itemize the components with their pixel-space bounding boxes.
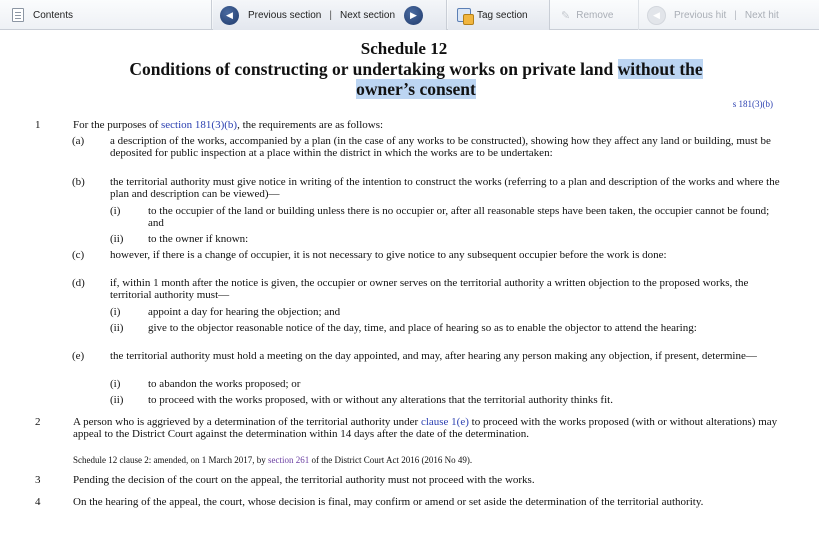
title-highlight-a: without the [617, 59, 703, 79]
para-d-i-text: appoint a day for hearing the objection; and [148, 306, 341, 318]
nav-separator: | [329, 9, 332, 21]
toolbar [0, 0, 819, 30]
schedule-title [24, 59, 808, 99]
contents-icon [12, 8, 24, 22]
para-b-label: (b) [72, 176, 85, 188]
para-e-ii-text: to proceed with the works proposed, with or without any alterations that the territorial authority thinks fit. [148, 394, 613, 406]
tag-icon [457, 8, 471, 22]
clause-3-text: Pending the decision of the court on the appeal, the territorial authority must not proceed with the works. [73, 474, 535, 486]
clause-1-intro-text: For the purposes of [73, 119, 161, 131]
clause-2-text-start: A person who is aggrieved by a determination of the territorial authority under [73, 416, 421, 428]
para-b-i-text: to the occupier of the land or building unless there is no occupier or, after all reasonable steps have been taken, the occupier cannot be found; and [148, 205, 770, 229]
para-a-label: (a) [72, 135, 85, 147]
next-hit-button[interactable]: Next hit [744, 9, 779, 21]
para-e-text: the territorial authority must hold a meeting on the day appointed, and may, after hearing any person making any objection, if present, determine— [110, 350, 757, 362]
previous-hit-button[interactable]: Previous hit [674, 9, 727, 21]
clause-2-text-end: to proceed with the works proposed (with or without alterations) may appeal to the District Court against the determination within 14 days after the date of the determination. [73, 416, 778, 440]
clause-4-text: On the hearing of the appeal, the court, whose decision is final, may confirm or amend or set aside the determination of the territorial authority. [73, 496, 704, 508]
clause-4-number: 4 [35, 496, 41, 508]
next-section-button[interactable]: Next section [339, 9, 396, 21]
para-a-text: a description of the works, accompanied by a plan (in the case of any works to be constructed), showing how they affect any land or building, must be deposited for public inspection at a place within the district in which the works are to be undertaken: [110, 135, 771, 159]
next-section-icon[interactable]: ▶ [404, 6, 423, 25]
para-b-i-label: (i) [110, 205, 121, 217]
section-navigation [213, 0, 447, 30]
amendment-note [73, 455, 783, 466]
para-d-ii-label: (ii) [110, 322, 124, 334]
previous-section-icon[interactable]: ◀ [220, 6, 239, 25]
clause-2-number: 2 [35, 416, 41, 428]
clause-2-text [73, 416, 783, 440]
clause-1-intro-end: , the requirements are as follows: [237, 119, 384, 131]
para-e-i-label: (i) [110, 378, 121, 390]
contents-button[interactable] [0, 0, 212, 30]
pencil-icon: ✎ [561, 9, 571, 22]
tag-section-button[interactable] [448, 0, 550, 30]
para-c-text: however, if there is a change of occupier, it is not necessary to give notice to any subsequent occupier before the work is done: [110, 249, 667, 261]
clause-1e-link[interactable]: clause 1(e) [420, 416, 469, 428]
hit-navigation [638, 0, 819, 30]
title-highlight-b: owner’s consent [356, 79, 476, 99]
section-reference-link[interactable]: s 181(3)(b) [732, 99, 773, 109]
remove-button[interactable] [551, 0, 637, 30]
para-c-label: (c) [72, 249, 85, 261]
para-e-label: (e) [72, 350, 85, 362]
para-b-ii-text: to the owner if known: [148, 233, 249, 245]
para-e-ii-label: (ii) [110, 394, 124, 406]
hit-separator: | [734, 9, 737, 21]
para-b-text: the territorial authority must give notice in writing of the intention to construct the works (referring to a plan and description of the works and where the plan and description can be viewed)— [110, 176, 780, 200]
document-view [0, 31, 819, 536]
clause-1-number: 1 [35, 119, 41, 131]
para-d-label: (d) [72, 277, 85, 289]
clause-1-intro [73, 119, 783, 131]
title-text: Conditions of constructing or undertaking works on private land [129, 59, 618, 79]
para-d-text: if, within 1 month after the notice is given, the occupier or owner serves on the territorial authority a written objection to the proposed works, the territorial authority must— [110, 277, 749, 301]
para-d-ii-text: give to the objector reasonable notice of the day, time, and place of hearing so as to enable the objector to attend the hearing: [148, 322, 697, 334]
previous-section-button[interactable]: Previous section [248, 9, 322, 21]
previous-hit-icon[interactable]: ◀ [647, 6, 666, 25]
para-b-ii-label: (ii) [110, 233, 124, 245]
para-e-i-text: to abandon the works proposed; or [148, 378, 301, 390]
contents-label: Contents [33, 9, 74, 21]
para-d-i-label: (i) [110, 306, 121, 318]
schedule-number: Schedule 12 [360, 39, 448, 58]
remove-label: Remove [576, 9, 614, 21]
section-181-link[interactable]: section 181(3)(b) [161, 119, 238, 131]
amendment-note-end: of the District Court Act 2016 (2016 No 49). [309, 455, 473, 465]
tag-section-label: Tag section [477, 9, 528, 21]
amendment-note-start: Schedule 12 clause 2: amended, on 1 March 2017, by [73, 455, 268, 465]
clause-3-number: 3 [35, 474, 41, 486]
section-261-link[interactable]: section 261 [267, 455, 310, 465]
